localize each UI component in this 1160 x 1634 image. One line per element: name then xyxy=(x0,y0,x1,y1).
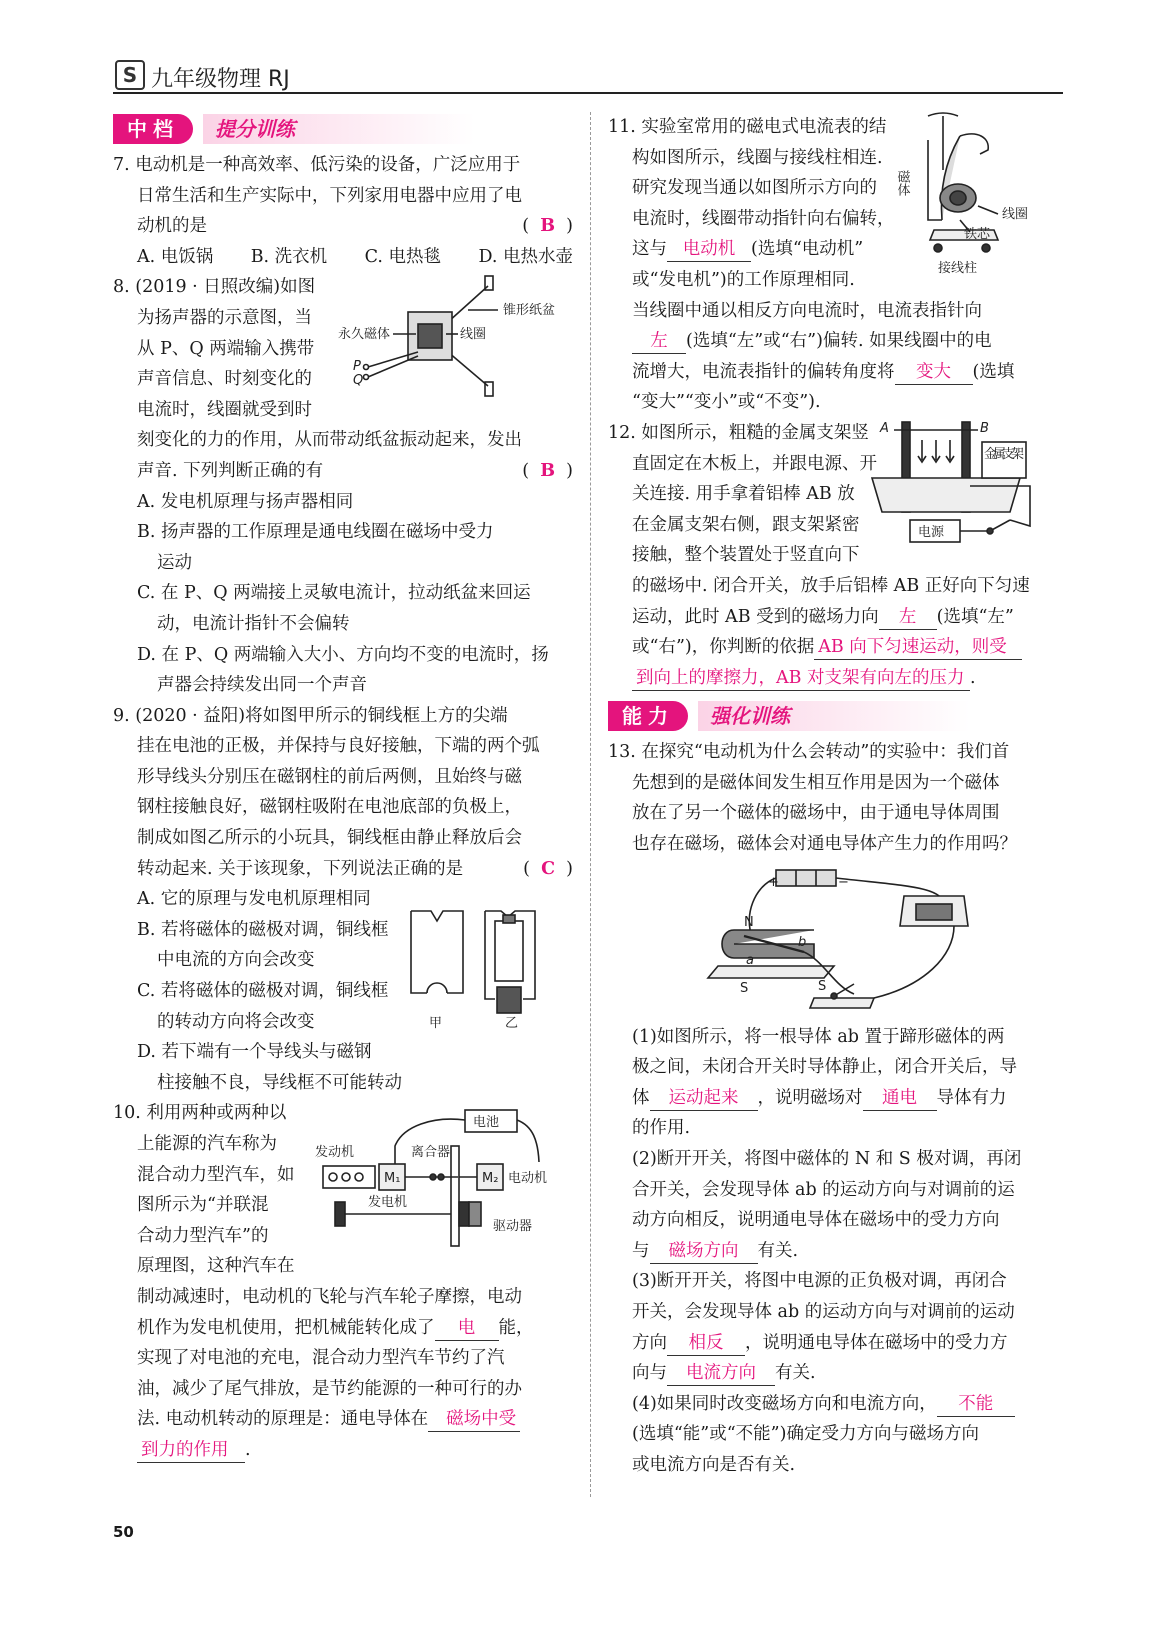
q7-options xyxy=(113,242,573,273)
q13-line: (2)断开开关，将图中磁体的 N 和 S 极对调，再闭 xyxy=(632,1149,1022,1170)
q11-line: “变大”“变小”或“不变”). xyxy=(632,392,821,413)
section-label: 中档 xyxy=(113,114,193,144)
q10-line: 实现了对电池的充电，混合动力型汽车节约了汽 xyxy=(137,1348,505,1369)
q7-line xyxy=(113,211,573,242)
q13-line: 动方向相反，说明通电导体在磁场中的受力方向 xyxy=(632,1210,1000,1231)
q12-text: (选填“左” xyxy=(936,606,1014,627)
q8-line: 从 P、Q 两端输入携带 xyxy=(137,338,315,359)
q12-line: 关连接. 用手拿着铝棒 AB 放 xyxy=(632,484,855,505)
q13-line xyxy=(608,1389,1068,1420)
q12-blank-1: 左 xyxy=(879,605,937,630)
q12-text: . xyxy=(970,667,976,688)
q12-line: 在金属支架右侧，跟支架紧密 xyxy=(632,514,860,535)
ammeter-figure xyxy=(894,110,1068,280)
q12-line: 的磁场中. 闭合开关，放手后铝棒 AB 正好向下匀速 xyxy=(632,575,1030,596)
q11-line: 构如图所示，线圈与接线柱相连. xyxy=(632,147,883,168)
option-d: D. 若下端有一个导线头与磁钢 xyxy=(137,1042,372,1063)
question-12 xyxy=(608,418,1068,693)
hybrid-car-figure xyxy=(313,1106,558,1261)
option-d: D. 电热水壶 xyxy=(478,246,573,267)
q12-blank-2b: 到向上的摩擦力，AB 对支架有向左的压力 xyxy=(632,666,970,691)
q10-line: 混合动力型汽车，如 xyxy=(137,1164,295,1185)
q13-text: 导体有力 xyxy=(936,1087,1007,1108)
q12-text: 或“右”)，你判断的依据 xyxy=(632,637,815,658)
label-jia: 甲 xyxy=(429,1015,443,1031)
q12-line: 直固定在木板上，并跟电源、开 xyxy=(632,453,877,474)
label-yi: 乙 xyxy=(505,1015,519,1031)
q9-line xyxy=(113,854,573,885)
q12-text: 运动，此时 AB 受到的磁场力向 xyxy=(632,606,879,627)
q11-line: 电流时，线圈带动指针向右偏转， xyxy=(632,208,895,229)
label-q: Q xyxy=(353,373,364,389)
q13-line: 先想到的是磁体间发生相互作用是因为一个磁体 xyxy=(632,772,1000,793)
q7-answer: B xyxy=(540,216,556,237)
q9-text: 转动起来. 关于该现象，下列说法正确的是 xyxy=(137,858,464,879)
q11-text: 流增大，电流表指针的偏转角度将 xyxy=(632,361,895,382)
q8-line: 为扬声器的示意图，当 xyxy=(137,307,312,328)
q11-text: (选填 xyxy=(972,361,1015,382)
motor-experiment-figure xyxy=(704,866,994,1016)
q11-line: 研究发现当通以如图所示方向的 xyxy=(632,178,877,199)
q8-answer: B xyxy=(540,460,556,481)
q13-line xyxy=(608,1083,1068,1114)
publisher-logo: S xyxy=(115,60,145,90)
q13-line xyxy=(608,1358,1068,1389)
q10-blank-2a: 磁场中受 xyxy=(428,1407,520,1432)
q13-blank-1: 运动起来 xyxy=(650,1086,758,1111)
option-b-cont: 中电流的方向会改变 xyxy=(157,950,315,971)
q11-text: (选填“左”或“右”)偏转. 如果线圈中的电 xyxy=(686,331,992,352)
q8-line: 声音信息、时刻变化的 xyxy=(137,369,312,390)
q13-line: (1)如图所示，将一根导体 ab 置于蹄形磁体的两 xyxy=(632,1026,1005,1047)
q9-line: 钢柱接触良好，磁钢柱吸附在电池底部的负极上， xyxy=(137,797,522,818)
q11-line: 或“发电机”)的工作原理相同. xyxy=(632,269,855,290)
copper-frame-figure xyxy=(405,905,555,1045)
q13-blank-4: 相反 xyxy=(667,1331,745,1356)
q13-line: 也存在磁场，磁体会对通电导体产生力的作用吗？ xyxy=(632,834,1017,855)
label-frame: 金属支架 xyxy=(984,446,1024,462)
q13-line: 或电流方向是否有关. xyxy=(632,1454,796,1475)
q13-line: (3)断开开关，将图中电源的正负极对调，再闭合 xyxy=(632,1271,1007,1292)
label-n: N xyxy=(744,914,754,930)
q11-blank-2: 左 xyxy=(632,329,686,354)
column-divider xyxy=(590,112,591,1497)
q8-line: 8. (2019 · 日照改编)如图 xyxy=(113,277,316,298)
q13-line: 13. 在探究“电动机为什么会转动”的实验中：我们首 xyxy=(608,742,1010,763)
q10-line: 10. 利用两种或两种以 xyxy=(113,1103,287,1124)
question-7 xyxy=(113,150,573,272)
label-magnet: 永久磁体 xyxy=(338,327,391,343)
q11-text: (选填“电动机” xyxy=(751,239,864,260)
option-d-cont: 柱接触不良，导线框不可能转动 xyxy=(157,1072,402,1093)
scale-arc xyxy=(928,113,958,116)
option-c: C. 若将磁体的磁极对调，铜线框 xyxy=(137,981,389,1002)
q10-line: 制动减速时，电动机的飞轮与汽车轮子摩擦，电动 xyxy=(137,1286,522,1307)
question-11 xyxy=(608,112,1068,418)
label-a: a xyxy=(746,952,754,968)
q13-line xyxy=(608,1236,1068,1267)
q13-line: 合开关，会发现导体 ab 的运动方向与对调前的运 xyxy=(632,1179,1015,1200)
question-9 xyxy=(113,701,573,1099)
speaker-figure xyxy=(338,272,568,407)
option-b: B. 洗衣机 xyxy=(250,246,328,267)
section-title: 提分训练 xyxy=(203,114,475,144)
q13-blank-2: 通电 xyxy=(863,1086,937,1111)
option-b-cont: 运动 xyxy=(157,552,192,573)
option-d: D. 在 P、Q 两端输入大小、方向均不变的电流时，扬 xyxy=(137,644,549,665)
label-plus: + xyxy=(768,874,779,890)
q11-blank-3: 变大 xyxy=(895,360,973,385)
metal-frame-figure xyxy=(870,416,1065,556)
q7-line: 日常生活和生产实际中，下列家用电器中应用了电 xyxy=(137,185,522,206)
q12-line xyxy=(608,602,1068,633)
q11-line xyxy=(608,357,1068,388)
page-header xyxy=(113,58,1063,94)
q7-text: 动机的是 xyxy=(137,216,207,237)
option-b: B. 若将磁体的磁极对调，铜线框 xyxy=(137,919,389,940)
q10-text: 法. 电动机转动的原理是：通电导体在 xyxy=(137,1409,429,1430)
q8-line xyxy=(113,456,573,487)
label-switch: S xyxy=(818,978,827,994)
q11-text: 这与 xyxy=(632,239,667,260)
q10-line: 原理图，这种汽车在 xyxy=(137,1256,295,1277)
q8-line: 刻变化的力的作用，从而带动纸盆振动起来，发出 xyxy=(137,430,522,451)
option-d-cont: 声器会持续发出同一个声音 xyxy=(157,675,367,696)
q13-text: 方向 xyxy=(632,1332,667,1353)
label-coil: 线圈 xyxy=(1002,207,1029,222)
q13-text: 有关. xyxy=(757,1240,799,1261)
label-driver: 驱动器 xyxy=(493,1219,533,1235)
q10-line: 油，减少了尾气排放，是节约能源的一种可行的办 xyxy=(137,1378,522,1399)
label-s: S xyxy=(740,980,749,996)
answer-paren: ( B ) xyxy=(522,216,573,237)
q13-text: ，说明磁场对 xyxy=(757,1087,863,1108)
q13-blank-6: 不能 xyxy=(937,1392,1015,1417)
q13-text: 有关. xyxy=(775,1363,816,1384)
label-battery: 电池 xyxy=(473,1115,500,1131)
book-title: 九年级物理 RJ xyxy=(151,67,290,92)
q10-blank-2b: 到力的作用 xyxy=(137,1438,245,1463)
label-minus: − xyxy=(838,874,849,890)
section-banner-mid xyxy=(113,112,573,146)
q10-text: 机作为发电机使用，把机械能转化成了 xyxy=(137,1317,435,1338)
q9-line: 形导线头分别压在磁钢柱的前后两侧，且始终与磁 xyxy=(137,766,522,787)
q13-text: ，说明通电导体在磁场中的受力方 xyxy=(745,1332,1008,1353)
label-clutch: 离合器 xyxy=(411,1145,451,1161)
q10-line xyxy=(113,1313,573,1344)
q13-line: 的作用. xyxy=(632,1118,691,1139)
q8-text: 声音. 下列判断正确的有 xyxy=(137,460,324,481)
label-terminal: 接线柱 xyxy=(938,261,978,276)
option-c-cont: 动，电流计指针不会偏转 xyxy=(157,613,350,634)
left-column xyxy=(113,112,573,1466)
q13-line: (选填“能”或“不能”)确定受力方向与磁场方向 xyxy=(632,1424,979,1445)
label-p: P xyxy=(353,359,361,375)
q10-line xyxy=(113,1435,573,1466)
label-power: 电源 xyxy=(918,524,945,540)
q8-line: 电流时，线圈就受到时 xyxy=(137,399,312,420)
label-engine: 发动机 xyxy=(315,1145,355,1161)
q12-line xyxy=(608,632,1068,663)
option-c-cont: 的转动方向将会改变 xyxy=(157,1011,315,1032)
q10-line: 上能源的汽车称为 xyxy=(137,1134,277,1154)
option-a: A. 电饭锅 xyxy=(137,246,214,267)
answer-paren: ( C ) xyxy=(523,858,573,879)
question-13 xyxy=(608,737,1068,1480)
option-a: A. 发电机原理与扬声器相同 xyxy=(137,491,354,512)
label-b: b xyxy=(798,934,807,950)
q10-text: . xyxy=(245,1439,251,1460)
q12-blank-2a: AB 向下匀速运动，则受 xyxy=(814,635,1022,660)
q10-line: 合动力型汽车”的 xyxy=(137,1225,269,1246)
option-b: B. 扬声器的工作原理是通电线圈在磁场中受力 xyxy=(137,522,494,543)
q13-line: 极之间，未闭合开关时导体静止，闭合开关后，导 xyxy=(632,1057,1017,1078)
label-coil: 线圈 xyxy=(460,327,487,343)
question-8 xyxy=(113,272,573,700)
label-m2: M₂ xyxy=(482,1171,499,1187)
label-generator: 发电机 xyxy=(368,1195,408,1211)
q7-line: 7. 电动机是一种高效率、低污染的设备，广泛应用于 xyxy=(113,155,521,175)
q11-line xyxy=(608,326,1068,357)
q10-line: 图所示为“并联混 xyxy=(137,1195,269,1216)
q11-line: 11. 实验室常用的磁电式电流表的结 xyxy=(608,117,887,137)
section-label: 能力 xyxy=(608,701,688,731)
q13-line: 开关，会发现导体 ab 的运动方向与对调前的运动 xyxy=(632,1302,1015,1322)
q9-line: 挂在电池的正极，并保持与良好接触，下端的两个弧 xyxy=(137,736,540,757)
q10-text: 能， xyxy=(498,1317,534,1338)
label-motor: 电动机 xyxy=(508,1171,548,1187)
label-m1: M₁ xyxy=(384,1171,401,1187)
label-b: B xyxy=(980,420,989,436)
q10-blank-1: 电 xyxy=(435,1316,499,1341)
label-cone: 锥形纸盆 xyxy=(503,303,556,319)
q13-line: 放在了另一个磁体的磁场中，由于通电导体周围 xyxy=(632,803,1000,824)
q10-line xyxy=(113,1404,573,1435)
option-a: A. 它的原理与发电机原理相同 xyxy=(137,889,371,910)
q11-line: 当线圈中通以相反方向电流时，电流表指针向 xyxy=(632,300,982,321)
q13-blank-3: 磁场方向 xyxy=(650,1239,758,1264)
section-title: 强化训练 xyxy=(698,701,970,731)
page-number: 50 xyxy=(113,1523,134,1541)
label-core: 铁芯 xyxy=(964,227,991,242)
option-c: C. 电热毯 xyxy=(364,246,442,267)
q13-text: (4)如果同时改变磁场方向和电流方向， xyxy=(632,1393,937,1414)
answer-paren: ( B ) xyxy=(522,460,573,481)
q9-line: 制成如图乙所示的小玩具，铜线框由静止释放后会 xyxy=(137,828,522,849)
question-10 xyxy=(113,1098,573,1465)
q13-line xyxy=(608,1328,1068,1359)
q9-line: 9. (2020 · 益阳)将如图甲所示的铜线框上方的尖端 xyxy=(113,705,508,726)
q12-line: 接触，整个装置处于竖直向下 xyxy=(632,545,860,566)
option-c: C. 在 P、Q 两端接上灵敏电流计，拉动纸盆来回运 xyxy=(137,583,531,604)
q12-line: 12. 如图所示，粗糙的金属支架竖 xyxy=(608,422,869,443)
right-column xyxy=(608,112,1068,1481)
q13-text: 与 xyxy=(632,1240,650,1261)
q12-line xyxy=(608,663,1068,694)
section-banner-ability xyxy=(608,699,1068,733)
q13-text: 向与 xyxy=(632,1363,667,1384)
label-magnet: 磁体 xyxy=(894,170,910,196)
q13-text: 体 xyxy=(632,1087,650,1108)
q11-blank-1: 电动机 xyxy=(667,237,751,262)
q9-answer: C xyxy=(541,858,556,879)
label-a: A xyxy=(880,420,889,436)
q13-blank-5: 电流方向 xyxy=(667,1361,775,1386)
